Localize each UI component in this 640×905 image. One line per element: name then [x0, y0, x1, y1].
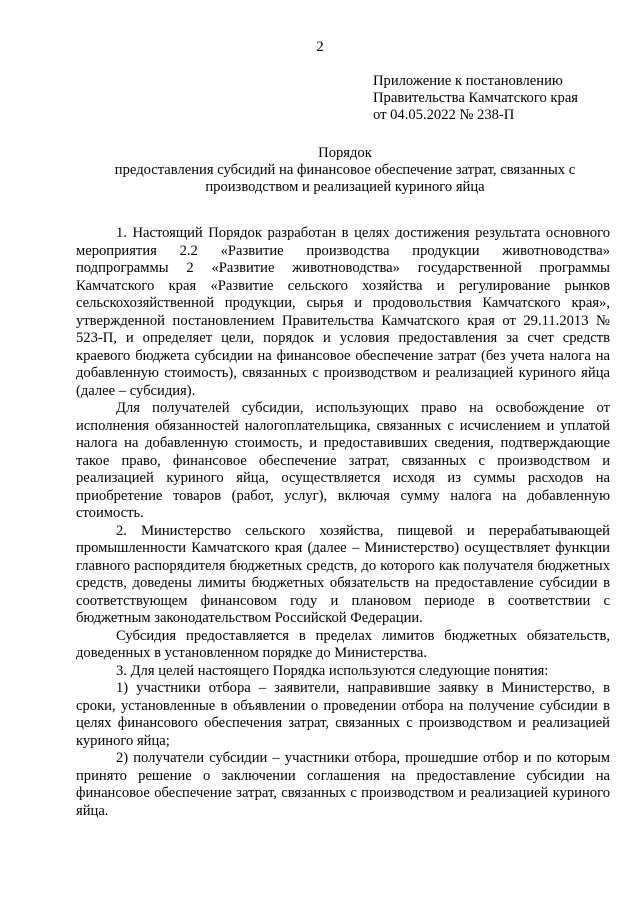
page-number: 2 [316, 39, 324, 55]
paragraph: 2. Министерство сельского хозяйства, пищевой и перерабатывающей промышленности Камчатского края (далее – Министерство) осуществляет функции главного распорядителя бюджетных средств, до которого как получателя бюджетных средств, доведены лимиты бюджетных обязательств на предоставление субсидии в соответствующем финансовом году и плановом периоде в соответствии с бюджетным законодательством Российской Федерации. [76, 522, 610, 626]
paragraph: 2) получатели субсидии – участники отбора, прошедшие отбор и по которым принято решение о заключении соглашения на предоставление субсидии на финансовое обеспечение затрат, связанных с производством и реализацией куриного яйца. [76, 750, 610, 819]
title-line: предоставления субсидий на финансовое обеспечение затрат, связанных с [114, 162, 576, 178]
document-body [76, 225, 610, 820]
paragraph: 1) участники отбора – заявители, направившие заявку в Министерство, в сроки, установленные в объявлении о проведении отбора на получение субсидии в целях финансового обеспечения затрат, связанных с производством и реализацией куриного яйца; [76, 680, 610, 749]
paragraph: 1. Настоящий Порядок разработан в целях достижения результата основного мероприятия 2.2 «Развитие производства продукции животноводства» подпрограммы 2 «Развитие животноводства» государственной программы Камчатского края «Развитие сельского хозяйства и регулирование рынков сельскохозяйственной продукции, сырья и продовольствия Камчатского края», утвержденной постановлением Правительства Камчатского края от 29.11.2013 № 523-П, и определяет цели, порядок и условия предоставления за счет средств краевого бюджета субсидии на финансовое обеспечение затрат (без учета налога на добавленную стоимость), связанных с производством и реализацией куриного яйца (далее – субсидия). [76, 225, 610, 399]
title-line: производством и реализацией куриного яйца [205, 179, 485, 195]
document-title [80, 145, 610, 196]
paragraph: Субсидия предоставляется в пределах лимитов бюджетных обязательств, доведенных в установленном порядке до Министерства. [76, 627, 610, 661]
title-line: Порядок [318, 145, 372, 161]
paragraph: 3. Для целей настоящего Порядка используются следующие понятия: [116, 662, 549, 679]
paragraph: Для получателей субсидии, использующих право на освобождение от исполнения обязанностей налогоплательщика, связанных с исчислением и уплатой налога на добавленную стоимость, и предоставивших сведения, подтверждающие такое право, финансовое обеспечение затрат, связанных с производством и реализацией куриного яйца, осуществляется исходя из суммы расходов на приобретение товаров (работ, услуг), включая сумму налога на добавленную стоимость. [76, 400, 610, 521]
appendix-line: Правительства Камчатского края [373, 90, 579, 106]
appendix-line: от 04.05.2022 № 238-П [373, 107, 515, 123]
appendix-line: Приложение к постановлению [373, 73, 563, 89]
appendix-header [373, 73, 633, 124]
